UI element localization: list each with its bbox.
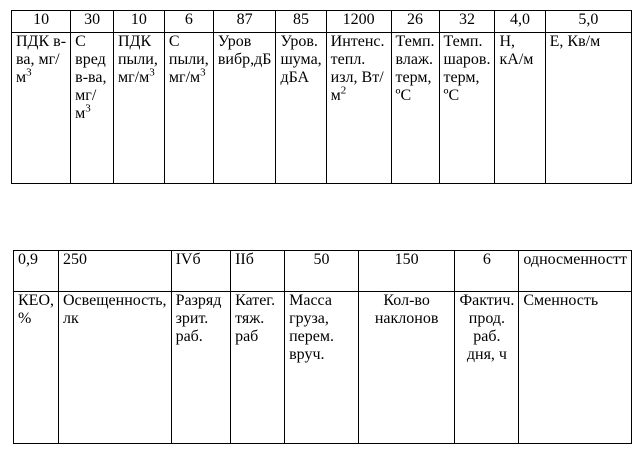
- table2-label: Сменность: [519, 292, 632, 444]
- table1-label: Уров вибр,дБ: [213, 33, 276, 184]
- table2-value: 0,9: [14, 251, 59, 292]
- table-environment-factors: [11, 10, 632, 184]
- table2-label: КЕО, %: [14, 292, 59, 444]
- table2-label: Фактич. прод. раб. дня, ч: [455, 292, 519, 444]
- table1-value: 4,0: [495, 11, 545, 33]
- table1-label: Е, Кв/м: [545, 33, 631, 184]
- table2-label: Катег. тяж. раб: [231, 292, 285, 444]
- table1-label: ПДК в-ва, $мг/м^3$: [12, 33, 71, 184]
- table1-value: 6: [164, 11, 213, 33]
- table2-value: односменностт: [519, 251, 632, 292]
- table1-value: 85: [276, 11, 326, 33]
- table1-label: Темп. шаров. терм, ºС: [439, 33, 495, 184]
- table1-label: ПДК пыли, $мг/м^3$: [113, 33, 164, 184]
- table1-label: Интенс. тепл. изл, $Вт/м^2$: [326, 33, 391, 184]
- table1-label: Темп. влаж. терм, ºС: [391, 33, 439, 184]
- table1-value: 87: [213, 11, 276, 33]
- table1-value: 5,0: [545, 11, 631, 33]
- table2-value: 50: [285, 251, 359, 292]
- table1-label: С пыли, $мг/м^3$: [164, 33, 213, 184]
- table2-value: IVб: [171, 251, 231, 292]
- table1-value: 30: [71, 11, 114, 33]
- table1-value: 10: [113, 11, 164, 33]
- table2-value: 150: [358, 251, 455, 292]
- table2-value: IIб: [231, 251, 285, 292]
- table1-value: 1200: [326, 11, 391, 33]
- table2-values-row: [14, 251, 632, 292]
- table2-label: Масса груза, перем. вруч.: [285, 292, 359, 444]
- table1-label: Н, кА/м: [495, 33, 545, 184]
- table1-labels-row: [12, 33, 632, 184]
- table1-values-row: [12, 11, 632, 33]
- table2-value: 6: [455, 251, 519, 292]
- table1-label: С вред в-ва, $мг/м^3$: [71, 33, 114, 184]
- table2-label: Разряд зрит. раб.: [171, 292, 231, 444]
- table1-value: 26: [391, 11, 439, 33]
- table1-label: Уров. шума, дБА: [276, 33, 326, 184]
- table-work-conditions: [13, 250, 632, 444]
- table1-value: 10: [12, 11, 71, 33]
- table2-label: Кол-во наклонов: [358, 292, 455, 444]
- table1-value: 32: [439, 11, 495, 33]
- table2-labels-row: [14, 292, 632, 444]
- table2-value: 250: [59, 251, 172, 292]
- table2-label: Освещенность, лк: [59, 292, 172, 444]
